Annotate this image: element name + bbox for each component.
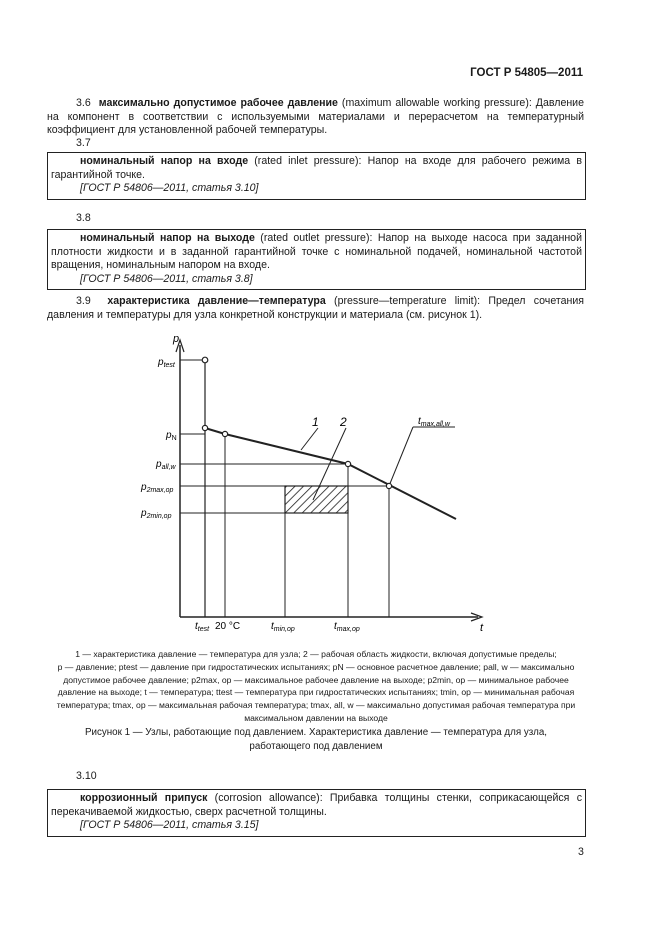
- section-number: 3.9: [76, 295, 91, 307]
- term: характеристика давление—температура: [107, 295, 326, 307]
- definition-box-3-10: [47, 789, 586, 837]
- definition: (maximum allowable working pressure): Давление на компонент в соответствии с используемыми материалами и перерасчетом на температурный коэффициент для установленной рабочей температуры.: [47, 97, 584, 137]
- definition: (rated outlet pressure): Напор на выходе насоса при заданной плотности жидкости и в заданной гарантийной точке с номинальной подачей, номинальной частотой вращения, номинальным напором на входе.: [51, 232, 582, 272]
- curve-label-2: 2: [340, 415, 347, 429]
- point-p-test: [202, 357, 208, 363]
- definition-text: [51, 792, 582, 819]
- reference: [ГОСТ Р 54806—2011, статья 3.15]: [80, 819, 259, 832]
- definition: (rated inlet pressure): Напор на входе для рабочего режима в гарантийной точке.: [51, 155, 582, 181]
- point-p-n: [202, 425, 207, 430]
- figure-title: [52, 726, 580, 754]
- legend-line: допустимое рабочее давление; p2max, op — максимальное рабочее давление на выходе; p2min, op — минимальное рабочее: [63, 674, 569, 685]
- legend-line: температура; tmax, op — максимальная рабочая температура; tmax, all, w — максимально допустимая рабочая температура при: [56, 700, 576, 711]
- label-p-n: $p_N$: [166, 430, 177, 442]
- leader-t-maxall: [389, 427, 413, 486]
- section-number-3-7: 3.7: [76, 137, 91, 149]
- curve-label-1: 1: [312, 415, 319, 429]
- label-t-max: $t_{max,op}$: [334, 621, 360, 633]
- point-20c: [222, 431, 227, 436]
- label-p-all: $p_{all,w}$: [156, 459, 176, 471]
- reference: [ГОСТ Р 54806—2011, статья 3.10]: [80, 182, 259, 195]
- working-region-2: [285, 486, 348, 513]
- page-number: 3: [578, 846, 584, 858]
- axis-label-t: t: [480, 622, 484, 634]
- section-number: 3.6: [76, 97, 91, 109]
- legend-line: p — давление; ptest — давление при гидростатических испытаниях; pN — основное расчетное давление; pall, w — максимально: [57, 661, 575, 672]
- label-p-test: $p_{test}$: [158, 357, 175, 369]
- figure-legend: [52, 648, 580, 725]
- definition: (corrosion allowance): Прибавка толщины стенки, соприкасающейся с перекачиваемой жидкостью, сверх расчетной толщины.: [51, 792, 582, 818]
- point-t-maxall: [386, 483, 391, 488]
- label-p-2max: $p_{2max,op}$: [141, 482, 174, 494]
- label-p-2min: $p_{2min,op}$: [141, 508, 172, 520]
- figure-title-line: Рисунок 1 — Узлы, работающие под давлением. Характеристика давление — температура для узла,: [84, 727, 548, 738]
- axis-label-p: p: [173, 333, 180, 345]
- legend-line: 1 — характеристика давление — температура для узла; 2 — рабочая область жидкости, включая допустимые пределы;: [75, 649, 557, 659]
- label-t-maxall: $t_{max,all,w}$: [418, 416, 450, 428]
- label-t-min: $t_{min,op}$: [271, 621, 295, 633]
- term: коррозионный припуск: [80, 792, 208, 804]
- point-p-all: [345, 461, 350, 466]
- term: номинальный напор на входе: [80, 155, 249, 167]
- label-t-test: $t_{test}$: [195, 621, 210, 633]
- legend-line: давление на выходе; t — температура; ttest — температура при гидростатических испытаниях; tmin, op — минимальная рабочая: [57, 687, 575, 698]
- legend-line: максимальном давлении на выходе: [244, 712, 388, 723]
- term: максимально допустимое рабочее давление: [98, 97, 338, 109]
- document-header: ГОСТ Р 54805—2011: [470, 67, 583, 79]
- section-number-3-10: 3.10: [76, 770, 97, 782]
- leader-curve-1: [301, 428, 318, 450]
- term: номинальный напор на выходе: [80, 232, 255, 244]
- label-t-20: 20 °C: [215, 621, 241, 632]
- definition: (pressure—temperature limit): Предел сочетания давления и температуры для узла конкретной конструкции и материала (см. рисунок 1).: [47, 295, 584, 321]
- figure-title-line: работающего под давлением: [249, 740, 383, 752]
- reference: [ГОСТ Р 54806—2011, статья 3.8]: [80, 272, 253, 285]
- section-number-3-8: 3.8: [76, 212, 91, 224]
